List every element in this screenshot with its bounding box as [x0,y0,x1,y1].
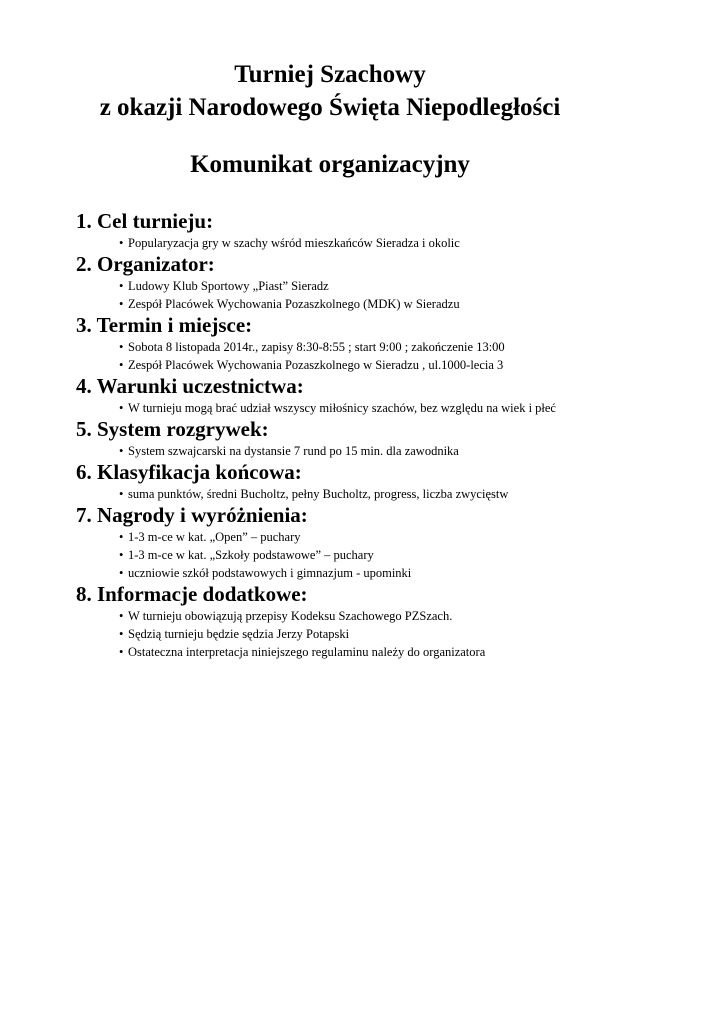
list-item [119,607,716,625]
list-item-text: System szwajcarski na dystansie 7 rund po 15 min. dla zawodnika [128,444,459,458]
list-item-text: Sobota 8 listopada 2014r., zapisy 8:30-8:55 ; start 9:00 ; zakończenie 13:00 [128,340,505,354]
section-heading: 3. Termin i miejsce: [76,313,253,337]
section-goal [76,209,716,252]
section-items [119,338,716,374]
list-item [119,528,716,546]
section-items [119,607,716,661]
list-item [119,356,716,374]
list-item [119,643,716,661]
list-item [119,625,716,643]
list-item [119,442,716,460]
list-item-text: Zespół Placówek Wychowania Pozaszkolnego w Sieradzu , ul.1000-lecia 3 [128,358,504,372]
list-item [119,399,716,417]
list-item-text: suma punktów, średni Bucholtz, pełny Bucholtz, progress, liczba zwycięstw [128,487,509,501]
document-subtitle: Komunikat organizacyjny [190,151,470,178]
list-item-text: 1-3 m-ce w kat. „Szkoły podstawowe” – puchary [128,548,374,562]
list-item [119,277,716,295]
list-item-text: uczniowie szkół podstawowych i gimnazjum - upominki [128,566,412,580]
section-additional-info [76,582,716,661]
bullet-icon: • [119,358,124,372]
list-item-text: 1-3 m-ce w kat. „Open” – puchary [128,530,301,544]
section-heading: 2. Organizator: [76,252,215,276]
section-items [119,277,716,313]
section-prizes [76,503,716,582]
document-title [0,58,660,124]
bullet-icon: • [119,487,124,501]
section-heading: 4. Warunki uczestnictwa: [76,374,304,398]
bullet-icon: • [119,645,124,659]
section-final-ranking [76,460,716,503]
list-item-text: Zespół Placówek Wychowania Pozaszkolnego (MDK) w Sieradzu [128,297,460,311]
bullet-icon: • [119,548,124,562]
bullet-icon: • [119,609,124,623]
section-heading: 7. Nagrody i wyróżnienia: [76,503,308,527]
section-items [119,234,716,252]
title-line: z okazji Narodowego Święta Niepodległości [99,94,561,121]
section-items [119,528,716,582]
list-item [119,564,716,582]
list-item [119,295,716,313]
bullet-icon: • [119,297,124,311]
section-date-place [76,313,716,374]
list-item-text: Sędzią turnieju będzie sędzia Jerzy Potapski [128,627,350,641]
bullet-icon: • [119,279,124,293]
section-items [119,485,716,503]
bullet-icon: • [119,627,124,641]
sections-list [76,209,716,661]
list-item-text: W turnieju mogą brać udział wszyscy miłośnicy szachów, bez względu na wiek i płeć [128,401,556,415]
bullet-icon: • [119,530,124,544]
section-participation [76,374,716,417]
section-heading: 1. Cel turnieju: [76,209,214,233]
section-game-system [76,417,716,460]
bullet-icon: • [119,401,124,415]
bullet-icon: • [119,340,124,354]
bullet-icon: • [119,566,124,580]
list-item [119,546,716,564]
title-line: Turniej Szachowy [234,61,426,88]
list-item [119,338,716,356]
section-organizer [76,252,716,313]
bullet-icon: • [119,444,124,458]
list-item-text: W turnieju obowiązują przepisy Kodeksu Szachowego PZSzach. [128,609,453,623]
section-heading: 8. Informacje dodatkowe: [76,582,308,606]
list-item [119,234,716,252]
section-heading: 5. System rozgrywek: [76,417,269,441]
list-item-text: Popularyzacja gry w szachy wśród mieszkańców Sieradza i okolic [128,236,460,250]
section-items [119,442,716,460]
list-item-text: Ludowy Klub Sportowy „Piast” Sieradz [128,279,329,293]
list-item [119,485,716,503]
bullet-icon: • [119,236,124,250]
list-item-text: Ostateczna interpretacja niniejszego regulaminu należy do organizatora [128,645,486,659]
section-items [119,399,716,417]
section-heading: 6. Klasyfikacja końcowa: [76,460,302,484]
